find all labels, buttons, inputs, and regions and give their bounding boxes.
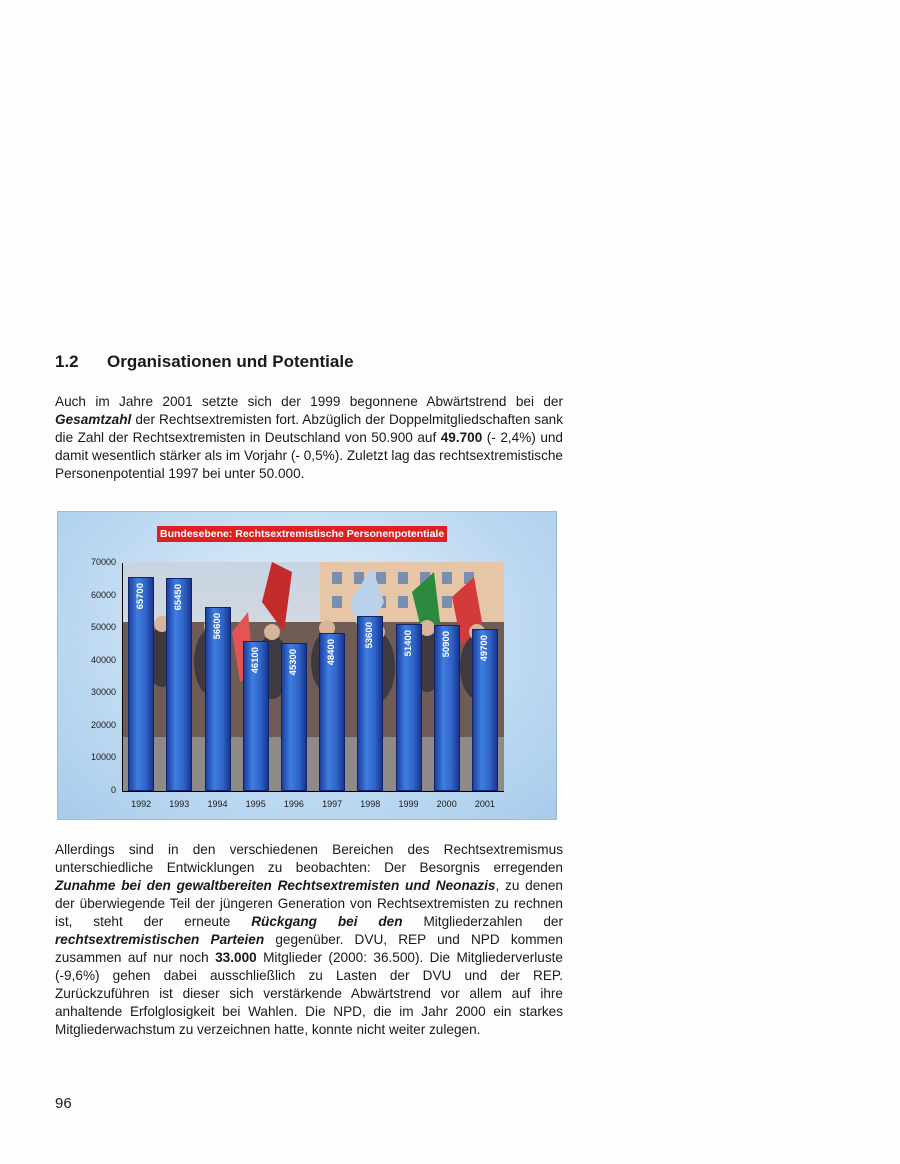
emphasis-gesamtzahl: Gesamtzahl (55, 412, 132, 427)
bar-value-label: 46100 (249, 646, 261, 674)
section-number: 1.2 (55, 352, 79, 371)
text-run: gegenüber. DVU, REP und NPD kommen zusammen auf nur noch (55, 932, 563, 965)
body-paragraph (55, 841, 563, 1039)
bar-value-label: 56600 (211, 612, 223, 640)
section-title: Organisationen und Potentiale (107, 352, 354, 371)
text-run: Mitgliederzahlen der (402, 914, 564, 929)
bar-value-label: 48400 (326, 639, 338, 666)
x-tick-label: 1996 (283, 799, 304, 809)
x-tick-label: 2000 (436, 799, 457, 809)
x-tick-label: 1997 (322, 799, 343, 809)
y-axis-line (122, 563, 123, 791)
x-tick-label: 1999 (398, 799, 419, 809)
x-tick-label: 1993 (169, 799, 190, 809)
bar-value-label: 45300 (287, 649, 299, 676)
y-tick-label: 50000 (90, 622, 116, 633)
bar-value-label: 49700 (478, 635, 490, 662)
x-tick-label: 1994 (207, 799, 228, 809)
y-tick-label: 10000 (90, 752, 116, 763)
y-tick-label: 20000 (90, 719, 116, 730)
x-axis-line (122, 791, 504, 792)
y-tick-label: 70000 (90, 557, 116, 567)
text-run: Allerdings sind in den verschiedenen Bereichen des Rechtsextremismus unterschiedliche Entwicklungen zu beobachten: Der Besorgnis erregenden (55, 842, 563, 875)
text-run: Auch im Jahre 2001 setzte sich der 1999 begonnene Abwärtstrend bei der (55, 394, 563, 409)
x-tick-label: 1998 (360, 799, 381, 809)
chart-title: Bundesebene: Rechtsextremistische Personenpotentiale (157, 526, 447, 542)
page-number: 96 (55, 1095, 72, 1112)
x-tick-label: 1995 (245, 799, 266, 809)
y-tick-label: 30000 (90, 687, 116, 698)
emphasis-number: 33.000 (215, 950, 257, 965)
intro-paragraph (55, 393, 563, 483)
x-tick-label: 1992 (131, 799, 152, 809)
bar-value-label: 65450 (173, 583, 185, 611)
emphasis-gewaltbereite: Zunahme bei den gewaltbereiten Rechtsextremisten und Neonazis (55, 878, 496, 893)
y-tick-label: 0 (110, 785, 116, 795)
emphasis-number: 49.700 (440, 430, 483, 445)
text-run: (- 2,4%) und damit wesentlich stärker als im Vorjahr (- 0,5%). Zuletzt lag das rechtsextremistische Personenpotential 1997 bei unter 50.000. (55, 430, 563, 481)
bar-value-label: 50900 (440, 631, 452, 658)
emphasis-parteien: rechtsextremistischen Parteien (55, 932, 265, 947)
section-heading (55, 352, 354, 372)
y-tick-label: 40000 (90, 654, 116, 665)
bar-value-label: 53600 (364, 622, 376, 649)
emphasis-rueckgang: Rückgang bei den (251, 914, 403, 929)
text-run: der Rechtsextremisten fort. Abzüglich der Doppelmitgliedschaften sank die Zahl der Rechtsextremisten in Deutschland von 50.900 auf (55, 412, 563, 445)
y-tick-label: 60000 (90, 589, 116, 600)
text-run: , zu denen der überwiegende Teil der jüngeren Generation von Rechtsextremisten zu rechnen ist, steht der erneute (55, 878, 563, 929)
bar-value-label: 51400 (402, 629, 414, 656)
text-run: Mitglieder (2000: 36.500). Die Mitgliederverluste (-9,6%) gehen dabei ausschließlich zu Lasten der DVU und der REP. Zurückzuführen ist dieser sich verstärkende Abwärtstrend vor allem auf ihre anhaltende Erfolglosigkeit bei Wahlen. Die NPD, die im Jahr 2000 ein starkes Mitgliederwachstum zu verzeichnen hatte, konnte nicht weiter zulegen. (55, 950, 563, 1037)
bar-value-label: 65700 (135, 583, 147, 610)
x-tick-label: 2001 (474, 799, 495, 809)
